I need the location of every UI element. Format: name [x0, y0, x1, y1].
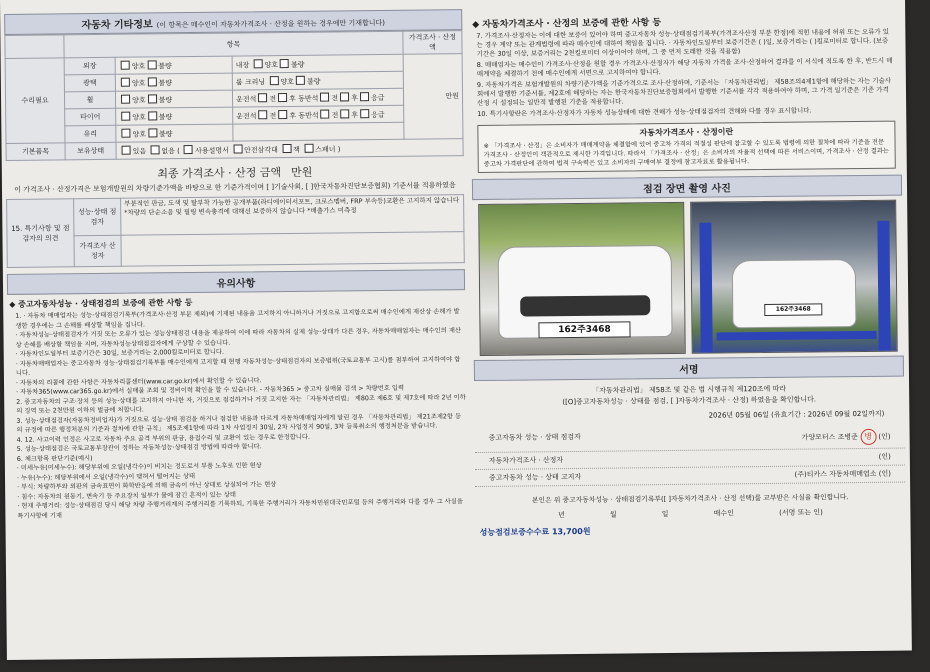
col-item-header: 항목 — [64, 31, 403, 58]
opt-label: 양호 — [280, 77, 294, 86]
row-extra — [232, 88, 403, 107]
signature-body — [474, 383, 904, 425]
appraiser-opinion — [121, 232, 464, 267]
checkbox[interactable] — [269, 76, 278, 85]
extra-label: 운전석 — [236, 94, 257, 104]
checkbox[interactable] — [121, 111, 130, 120]
notice-item: · 자동차인도일부터 보증기간은 30일, 보증거리는 2,000킬로미터로 합니다. — [15, 348, 225, 358]
car-grille — [520, 295, 650, 316]
buyer-sign-mark: (서명 또는 인) — [779, 508, 823, 517]
opt-label: 없음 — [161, 146, 175, 155]
row-name: 외장 — [64, 57, 115, 75]
red-seal-stamp: 병 — [860, 429, 876, 445]
opt-label: 전 — [331, 93, 339, 103]
opt-label: 전 — [269, 111, 277, 120]
notice-list — [7, 307, 467, 521]
lift-platform — [717, 331, 877, 341]
notice-item: · 자동차매매업자는 중고자동차 성능·상태점검기록부를 매수인에게 고지할 때 현행 자동차성능·상태점검자의 보증범위(국토교통부 고시)를 첨부하여 고지하여야 합니다. — [15, 355, 461, 377]
opt-label: 사용설명서 — [195, 146, 229, 155]
opinion-table — [6, 194, 465, 268]
receipt-confirmation: 본인은 위 중고자동차성능 · 상태점검기록부([ ]자동차가격조사 · 산정 선택)를 교부받은 사실을 확인합니다. — [531, 493, 849, 505]
signer-label: 자동차가격조사 · 산정자 — [488, 456, 564, 465]
checkbox[interactable] — [253, 59, 262, 68]
receipt-date-row — [475, 507, 905, 522]
row-extra — [232, 54, 403, 73]
checkbox[interactable] — [148, 128, 157, 137]
notice-subtitle: ◆ 중고자동차성능 · 상태점검의 보증에 관한 사항 등 — [9, 298, 193, 309]
opt-label: 응급 — [370, 93, 385, 102]
opt-label: 불량 — [158, 61, 172, 70]
guarantee-item: 8. 매매업자는 매수인이 가격조사·산정을 원할 경우 가격조사·산정자가 해당 자동차 가격을 조사·산정하여 결과를 이 서식에 적도록 한 후, 반드시 매매계약을 체결하기 전에 매수인에게 서면으로 고지하여야 합니다. — [476, 56, 893, 79]
signature-line-1: 「자동차관리법」 제58조 및 같은 법 시행규칙 제120조에 따라 — [592, 384, 787, 395]
appraisal-box-title: 자동차가격조사 · 산정이란 — [639, 127, 734, 138]
price-guarantee-title: ◆ 자동차가격조사 · 산정의 보증에 관한 사항 등 — [472, 18, 662, 31]
row-extra — [233, 105, 404, 124]
checkbox[interactable] — [340, 109, 349, 118]
blank-cell — [5, 35, 64, 59]
notice-header: 유의사항 — [7, 269, 465, 295]
day-label: 일 — [661, 510, 669, 519]
appraiser-label: 가격조사 산정자 — [74, 235, 121, 266]
checkbox[interactable] — [121, 128, 130, 137]
car-rear-shape — [732, 259, 857, 328]
inspector-label: 성능·상태 점검자 — [74, 198, 121, 235]
opt-label: 후 — [351, 110, 359, 119]
row-options — [116, 107, 233, 125]
final-price-unit: 만원 — [290, 165, 313, 179]
row-options — [115, 90, 232, 108]
opt-label: 응급 — [371, 110, 385, 119]
warranty-fee: 성능점검보증수수료 13,700원 — [479, 526, 591, 538]
opt-label: 불량 — [158, 95, 173, 104]
opt-label: 안전삼각대 — [244, 145, 278, 154]
row-options — [115, 73, 232, 91]
checkbox[interactable] — [278, 109, 287, 118]
notice-item: · 부식: 차량하부와 외판의 금속표면이 화학반응에 의해 금속이 아닌 상태로 상실되어 가는 현상 — [17, 481, 277, 491]
checkbox[interactable] — [147, 60, 156, 69]
opt-label: 양호 — [264, 60, 279, 69]
checkbox[interactable] — [184, 144, 193, 153]
lift-post-left — [699, 223, 712, 353]
signature-line-2: ([O]중고자동차성능 · 상태를 점검, [ ]자동차가격조사 · 산정) 하였음을 확인합니다. — [562, 395, 817, 407]
row-name: 휠 — [64, 91, 115, 109]
checkbox[interactable] — [121, 94, 130, 103]
opt-label: 양호 — [132, 129, 146, 139]
row-name: 유리 — [65, 125, 116, 143]
row-name: 타이어 — [65, 108, 116, 126]
checkbox[interactable] — [147, 77, 156, 86]
signature-header: 서명 — [474, 356, 904, 382]
month-label: 월 — [609, 510, 617, 519]
license-plate-front: 162주3468 — [538, 321, 630, 338]
basic-options: 있음 없음 ( 사용설명서 안전삼각대 잭 스패너 ) — [116, 139, 463, 160]
notice-item: · 미세누유(미세누수): 해당부위에 오일(냉각수)이 비치는 정도로서 부품 노후로 인한 현상 — [16, 462, 262, 472]
license-plate-rear: 162주3468 — [764, 303, 822, 316]
photos-header: 점검 장면 촬영 사진 — [472, 175, 902, 201]
opt-label: 후 — [351, 93, 358, 102]
row-name: 광택 — [64, 74, 115, 92]
extra-label: 내장 — [235, 60, 250, 70]
basic-item: 보유상태 — [65, 142, 116, 160]
notice-item: · 자동차의 리콜에 관한 사항은 자동차리콜센터(www.car.go.kr)에서 확인할 수 있습니다. — [15, 376, 262, 387]
checkbox[interactable] — [282, 143, 291, 152]
final-price-label: 최종 가격조사 · 산정 금액 — [157, 166, 282, 181]
checkbox[interactable] — [148, 111, 157, 120]
checkbox[interactable] — [280, 58, 289, 67]
row-options — [116, 124, 233, 142]
seal-mark: (인) — [878, 432, 891, 441]
opt-label: 불량 — [158, 129, 173, 138]
notice-item: 3. 성능·상태점검자(자동차정비업자)가 거짓으로 성능·상태 점검을 하거나 점검한 내용과 다르게 자동차매매업자에게 알린 경우 「자동차관리법」 제21조제2항 등의 규정에 따른 행정처분의 기준과 절차에 관한 규칙」 제5조제1항에 따라 1차 사업정지 30일, 2차 사업정지 90일, 3차 등록취소의 행정처분을 받습니다. — [16, 412, 462, 434]
notice-item: · 자동차365(www.car365.go.kr)에서 실매물 조회 및 정비이력 확인을 할 수 있습니다. - 자동차365 > 중고차 실매물 검색 > 차량번호 입력 — [16, 384, 405, 396]
opt-label: 불량 — [158, 112, 173, 121]
extra-label: 동반석 — [298, 111, 319, 120]
signer-row — [475, 466, 905, 488]
front-car-photo — [478, 202, 686, 356]
signer-label: 중고자동차 성능 · 상태 점검자 — [488, 432, 581, 442]
guarantee-item: 10. 특기사항란은 가격조사·산정자가 자동차 성능상태에 대한 견해가 성능·상태점검자의 견해와 다를 경우 표시합니다. — [477, 106, 812, 119]
opt-label: 전 — [269, 94, 277, 103]
seal-mark: (인) — [878, 469, 892, 478]
rear-car-photo — [690, 200, 898, 354]
notice-item: 1. · 자동차 매매업자는 성능·상태점검기록부(가격조사·산정 부분 제외)에 기재된 내용을 고지하지 아니하거나 거짓으로 고지함으로써 매수인에게 재산상 손해가 발생한 경우에는 그 손해를 배상할 책임을 집니다. — [15, 308, 460, 330]
checkbox[interactable] — [122, 145, 131, 154]
price-guarantee-list — [470, 28, 901, 119]
notice-item: · 침수: 자동차의 원동기, 변속기 등 주요장치 일부가 물에 잠긴 흔적이 있는 상태 — [17, 491, 236, 501]
opt-label: 전 — [331, 110, 339, 120]
opt-label: 스패너 — [315, 144, 336, 154]
notice-item: 5. 성능·상태점검은 국토교통부장관이 정하는 자동차성능·상태점검 방법에 따라야 합니다. — [16, 443, 262, 453]
notice-item: · 현재 주행거리: 성능·상태점검 당시 해당 차량 주행거리계의 주행거리를 기록하되, 기록한 주행거리가 자동차민원대국민포털 등의 주행거리와 다를 경우 그 사실을 특기사항에 기재 — [17, 498, 463, 520]
opt-label: 있음 — [132, 146, 147, 156]
checkbox[interactable] — [340, 92, 349, 101]
notice-item: · 자동차성능·상태점검자가 거짓 또는 오류가 있는 성능상태점검 내용을 제공하여 이에 따라 자동차의 실제 성능·상태가 다른 경우, 자동차매매업자는 매수인의 재산상 손해를 배상할 책임을 지며, 자동차성능상태점검자에게 구상할 수 있습니다. — [15, 327, 462, 349]
final-price — [6, 162, 464, 183]
checkbox[interactable] — [278, 92, 287, 101]
buyer-label: 매수인 — [713, 509, 734, 518]
col-price-header: 가격조사 · 산정액 — [403, 31, 462, 55]
repair-label: 수리필요 — [5, 58, 65, 144]
seal-mark: (인) — [878, 452, 891, 461]
checkbox[interactable] — [121, 60, 130, 69]
opt-label: 양호 — [132, 95, 146, 105]
opt-label: 양호 — [131, 61, 146, 71]
right-column — [470, 9, 906, 544]
opt-label: 양호 — [132, 112, 146, 122]
notice-item: 6. 체크항목 판단기준(예시) — [16, 454, 93, 463]
opt-label: 불량 — [158, 78, 172, 87]
opt-label: 잭 — [293, 145, 300, 154]
notice-item: 4. 12. 사고이력 인정은 사고로 자동차 주요 골격 부위의 판금, 용접수리 및 교환이 있는 경우로 한정합니다. — [16, 433, 311, 444]
opt-label: 후 — [289, 94, 296, 103]
appraisal-info-box — [477, 121, 895, 173]
signer-label: 중고자동차 성능 · 상태 고지자 — [488, 472, 582, 482]
other-info-title: 자동차 기타정보 — [81, 19, 153, 32]
row-extra — [232, 71, 403, 90]
checkbox[interactable] — [233, 144, 242, 153]
row-extra — [233, 122, 404, 141]
price-unit: 만원 — [403, 54, 463, 140]
opt-label: 후 — [289, 111, 297, 120]
notice-item: · 누유(누수): 해당부위에서 오일(냉각수)이 맺혀서 떨어지는 상태 — [16, 472, 196, 482]
checkbox[interactable] — [321, 109, 330, 118]
other-info-table — [4, 30, 463, 161]
final-price-note: 이 가격조사 · 산정가격은 보험개발원의 차량기준가액을 바탕으로 한 기준가격이며 [ ]기술사회, [ ]한국자동차진단보증협회) 기준서를 적용하였음 — [14, 181, 456, 194]
opt-label: 양호 — [131, 78, 146, 88]
lift-post-right — [877, 221, 890, 351]
notice-item: 2. 중고자동차의 구조·장치 등의 성능·상태를 고지하지 아니한 자, 거짓으로 점검하거나 거짓 고지한 자는 「자동차관리법」 제80조 제6호 및 제7호에 따라 2년 이하의 징역 또는 2천만원 이하의 벌금에 처합니다. — [16, 393, 466, 415]
other-info-subtitle: (이 항목은 매수인이 자동차가격조사 · 산정을 원하는 경우에만 기재합니다) — [156, 18, 386, 30]
appraisal-box-text: ※ 「가격조사 · 산정」은 소비자가 매매계약을 체결함에 있어 중고차 가격의 적절성 판단에 참고할 수 있도록 법령에 의한 절차에 따라 기준을 전문 가격조사 · 산정인이 객관적으로 제시한 가격입니다. 따라서 「가격조사 · 산정」은 소비자의 자율적 선택에 따른 서비스이며, 가격조사 · 산정 결과는 중고차 가격판단에 관하여 법적 구속력은 있고 소비자의 구매여부 결정에 참고자료로 활용됩니다. — [483, 138, 890, 168]
checkbox[interactable] — [320, 92, 329, 101]
extra-label: 운전석 — [236, 111, 257, 121]
checkbox[interactable] — [304, 143, 313, 152]
checkbox[interactable] — [258, 110, 267, 119]
signature-date: 2026년 05월 06일 (유효기간 : 2026년 09월 02일까지) — [708, 409, 885, 420]
basic-label: 기본품목 — [6, 143, 65, 161]
extra-label: 룸 크리닝 — [235, 77, 266, 87]
opt-label: 불량 — [306, 77, 321, 86]
photo-row — [472, 196, 904, 360]
checkbox[interactable] — [121, 77, 130, 86]
signer-name: 가양모터스 조병준 — [801, 433, 858, 442]
opinion-label: 15. 특기사항 및 점검자의 의견 — [7, 199, 75, 268]
guarantee-item: 7. 가격조사·산정자는 이에 대한 보증이 있어야 하며 중고자동차 성능·상태점검기록부(가격조사산정 부분 한정)에 적힌 내용에 허위 또는 오류가 있는 경우 계약 또는 관계법령에 따라 매수인에 대하여 책임을 집니다. · 자동차인도일부터 보증기간은 ( )일, 보증거리는 ( )킬로미터로 합니다. (보증기간은 30일 이상, 보증거리는 2천킬로미터 이상이어야 하며, 그 중 먼저 도래한 것을 적용함) — [476, 27, 890, 59]
inspector-opinion: 부분적인 판금, 도색 및 탈부착 가능한 공개부품(라디에이터서포트, 크로스멤버, FRP 부속등)교환은 고지하지 않습니다 *차량의 단순소음 및 필링 변속충격에 대해선 보증하지 않습니다 *배출가스 미측정 — [121, 195, 464, 236]
checkbox[interactable] — [360, 109, 369, 118]
checkbox[interactable] — [296, 75, 305, 84]
row-options — [115, 56, 232, 74]
left-column — [4, 9, 467, 521]
checkbox[interactable] — [360, 92, 369, 101]
year-label: 년 — [557, 511, 565, 520]
guarantee-item: 9. 자동차가격은 보험개발원의 차량기준가액을 기준가격으로 조사·산정하며, 기준서는 「자동차관리법」 제58조의4제1항에 해당하는 자는 기술사회에서 발행한 기준서를, 제2호에 해당하는 자는 한국자동차진단보증협회에서 발행한 기준서를 각각 적용하여야 하며, 그 가격 일기준은 기준 가격 산정 시 설정되는 일반적 발행된 기준을 적용합니다. — [476, 76, 892, 108]
signer-name: (주)티카스 자동차매매업소 — [794, 469, 877, 479]
opt-label: 불량 — [290, 60, 305, 69]
checkbox[interactable] — [148, 94, 157, 103]
extra-label: 동반석 — [298, 94, 319, 103]
checkbox[interactable] — [150, 145, 159, 154]
checkbox[interactable] — [258, 93, 267, 102]
